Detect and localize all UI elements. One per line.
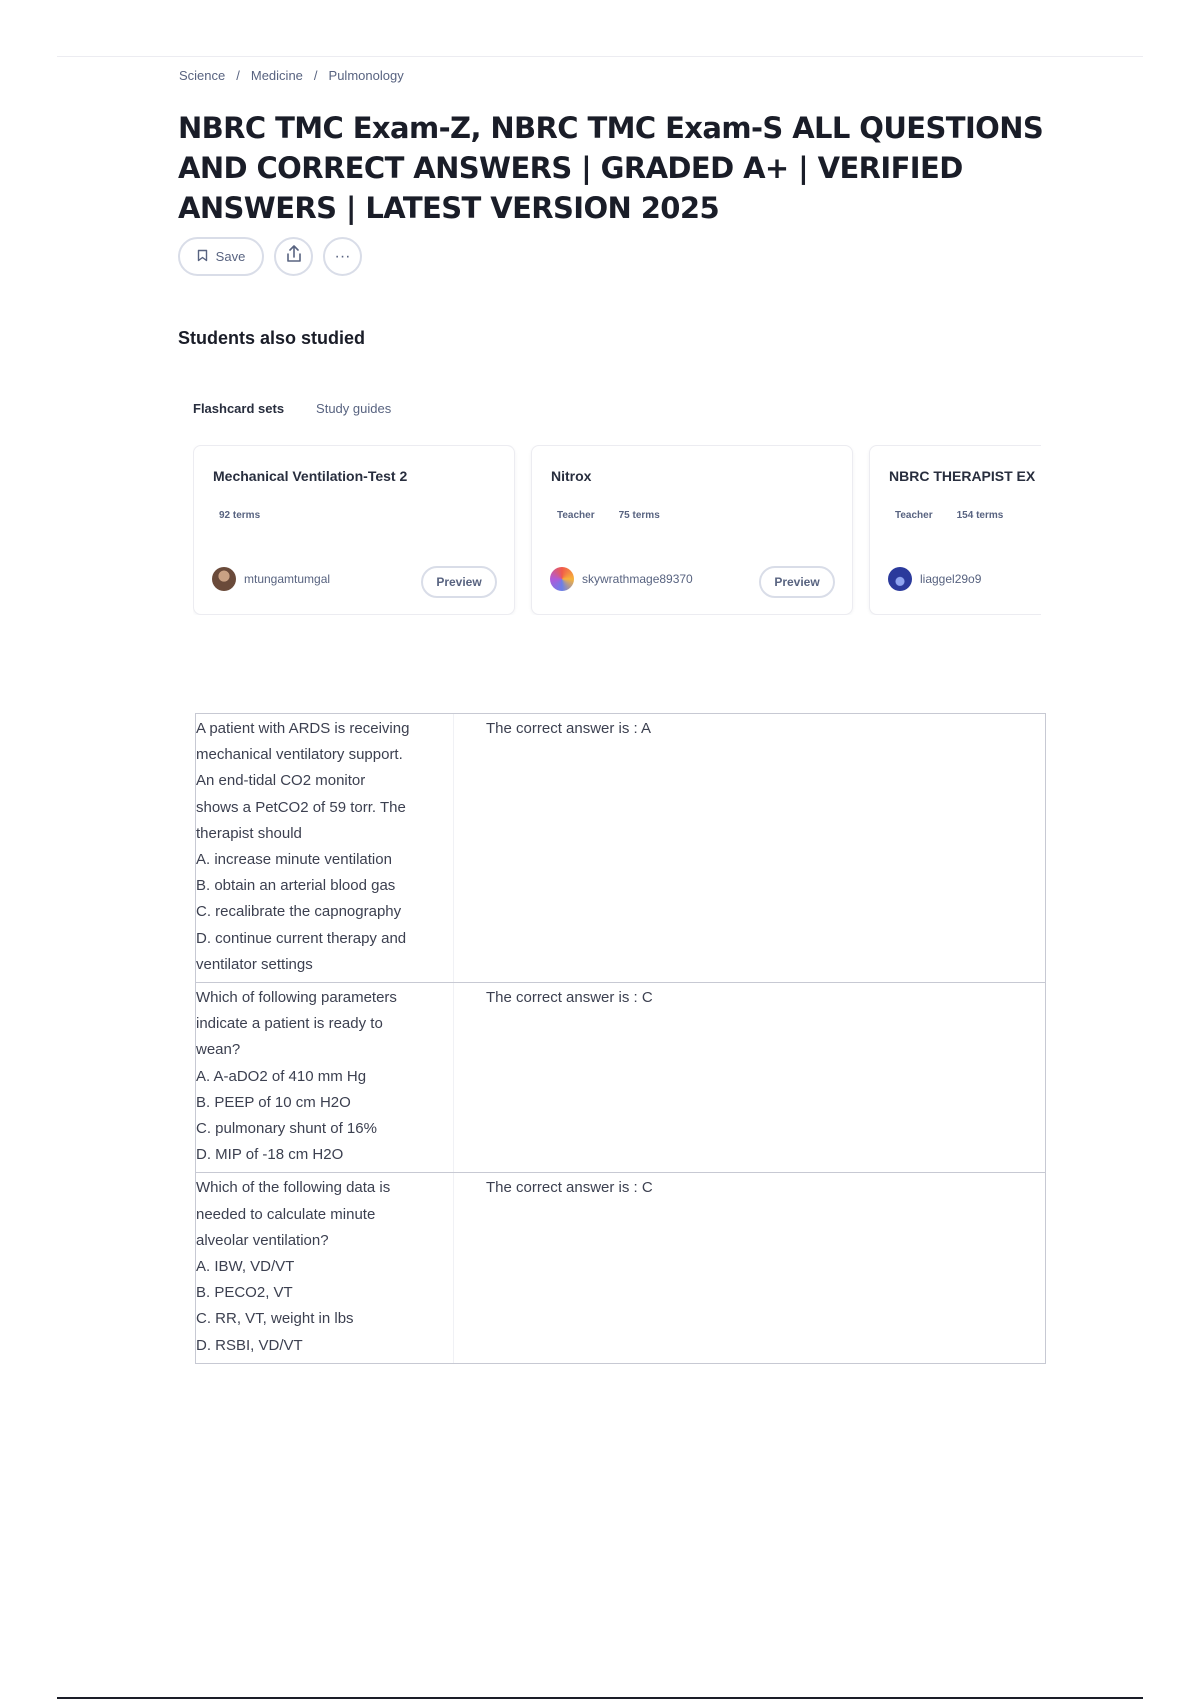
card-title: Nitrox xyxy=(551,468,592,484)
teacher-badge: Teacher xyxy=(557,510,595,521)
card-title: NBRC THERAPIST EX xyxy=(889,468,1036,484)
share-button[interactable] xyxy=(274,237,313,276)
question-cell: Which of following parameters indicate a patient is ready to wean? A. A-aDO2 of 410 mm Hg B. PEEP of 10 cm H2O C. pulmonary shunt of 16% D. MIP of -18 cm H2O xyxy=(196,983,454,1172)
card-title: Mechanical Ventilation-Test 2 xyxy=(213,468,408,484)
question-cell: Which of the following data is needed to calculate minute alveolar ventilation? A. IBW, VD/VT B. PECO2, VT C. RR, VT, weight in lbs D. RSBI, VD/VT xyxy=(196,1173,454,1362)
card-username[interactable]: liaggel29o9 xyxy=(920,572,982,586)
action-bar xyxy=(178,237,362,276)
card-username[interactable]: skywrathmage89370 xyxy=(582,572,693,586)
card-user xyxy=(212,567,330,591)
table-row xyxy=(196,714,1045,983)
avatar xyxy=(212,567,236,591)
preview-button[interactable]: Preview xyxy=(759,566,835,598)
study-tabs xyxy=(193,401,391,416)
breadcrumb-medicine[interactable]: Medicine xyxy=(250,68,303,83)
card-terms: 154 terms xyxy=(956,510,1004,521)
card-username[interactable]: mtungamtumgal xyxy=(244,572,331,586)
question-answer-table xyxy=(195,713,1046,1364)
share-icon xyxy=(285,244,303,269)
flashcard-carousel xyxy=(193,445,1041,615)
breadcrumb-science[interactable]: Science xyxy=(179,68,226,83)
card-terms: 75 terms xyxy=(618,510,660,521)
question-cell: A patient with ARDS is receiving mechanical ventilatory support. An end-tidal CO2 monitor shows a PetCO2 of 59 torr. The therapist should A. increase minute ventilation B. obtain an arterial blood gas C. recalibrate the capnography D. continue current therapy and ventilator settings xyxy=(196,714,454,982)
answer-cell: The correct answer is : A xyxy=(486,720,652,737)
breadcrumb-separator: / xyxy=(236,68,240,83)
avatar xyxy=(550,567,574,591)
tab-flashcard-sets[interactable]: Flashcard sets xyxy=(193,401,285,416)
save-label: Save xyxy=(215,249,246,264)
preview-button[interactable]: Preview xyxy=(421,566,497,598)
save-button[interactable] xyxy=(178,237,264,276)
card-meta xyxy=(219,510,260,521)
flashcard-card[interactable] xyxy=(193,445,515,615)
tab-study-guides[interactable]: Study guides xyxy=(316,401,392,416)
table-row xyxy=(196,983,1045,1173)
breadcrumb xyxy=(179,68,404,83)
table-row xyxy=(196,1173,1045,1362)
answer-cell: The correct answer is : C xyxy=(486,1179,653,1197)
card-meta xyxy=(895,510,1003,521)
bookmark-icon xyxy=(197,249,208,265)
bottom-divider xyxy=(57,1697,1143,1699)
page-title: NBRC TMC Exam-Z, NBRC TMC Exam-S ALL QUESTIONS AND CORRECT ANSWERS | GRADED A+ | VERIFIED ANSWERS | LATEST VERSION 2025 xyxy=(178,111,1044,225)
teacher-badge: Teacher xyxy=(895,510,933,521)
flashcard-card[interactable] xyxy=(869,445,1041,615)
breadcrumb-separator: / xyxy=(313,68,318,83)
flashcard-card[interactable] xyxy=(531,445,853,615)
top-divider xyxy=(57,56,1143,57)
card-terms: 92 terms xyxy=(219,510,261,521)
card-meta xyxy=(557,510,660,521)
more-options-button[interactable] xyxy=(323,237,362,276)
breadcrumb-pulmonology[interactable]: Pulmonology xyxy=(328,68,404,83)
avatar xyxy=(888,567,912,591)
more-icon: ··· xyxy=(334,247,351,265)
card-user xyxy=(550,567,693,591)
card-user xyxy=(888,567,981,591)
answer-cell: The correct answer is : C xyxy=(486,989,653,1007)
students-also-studied-heading: Students also studied xyxy=(178,328,366,348)
